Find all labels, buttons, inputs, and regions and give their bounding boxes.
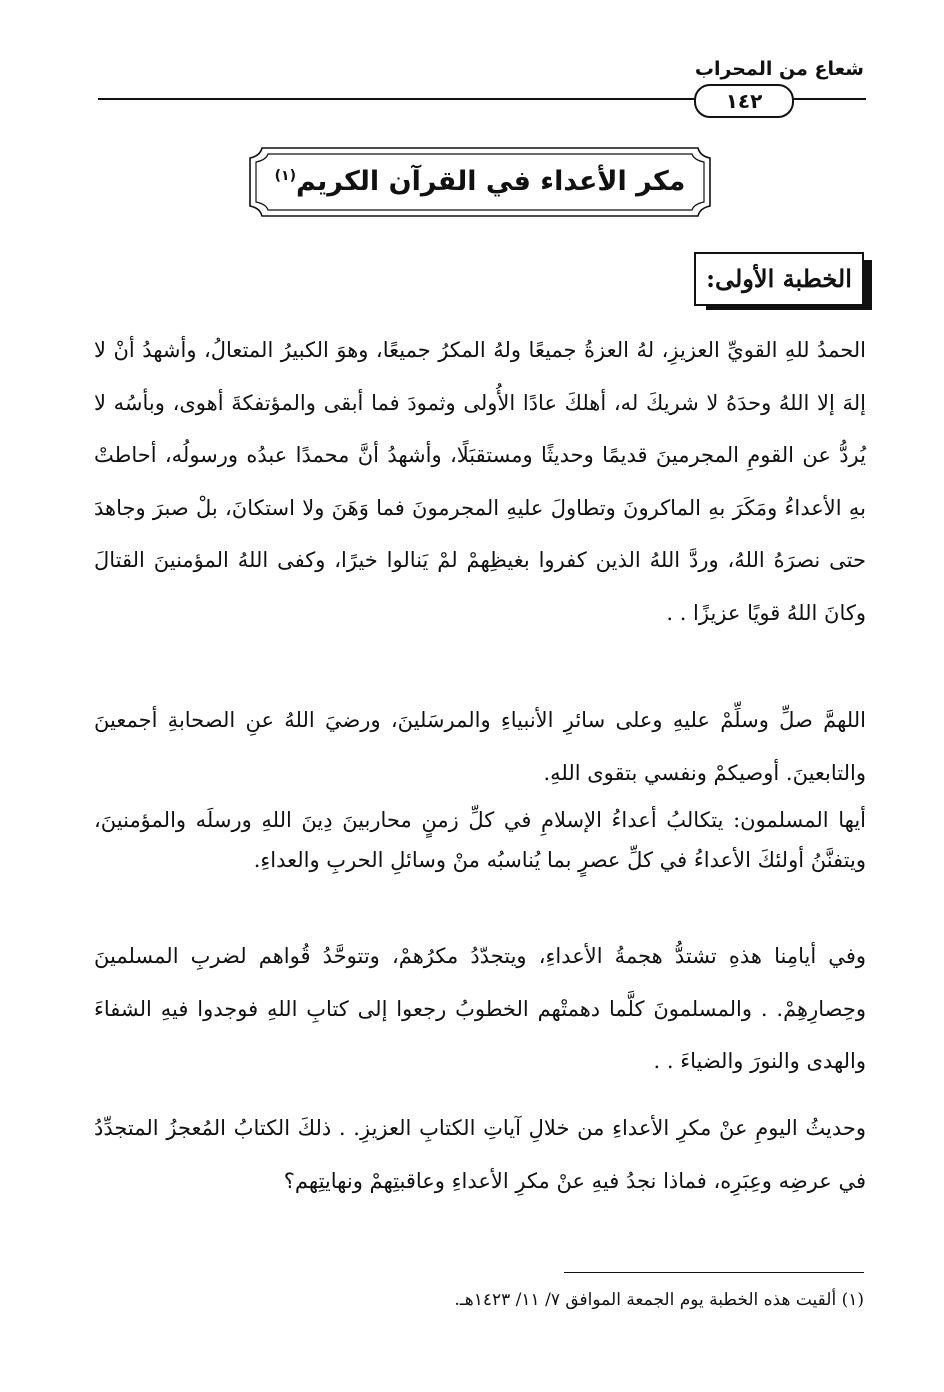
page-number: ١٤٢ <box>694 84 794 118</box>
section-label: الخطبة الأولى: <box>706 264 852 293</box>
paragraph-opening: الحمدُ للهِ القويِّ العزيزِ، لهُ العزةُ جميعًا ولهُ المكرُ جميعًا، وهوَ الكبيرُ المتعالُ، وأشهدُ أنْ لا إلهَ إلا اللهُ وحدَهُ لا شريكَ له، أهلكَ عادًا الأُولى وثمودَ فما أبقى والمؤتفكةَ أهوى، وبأسُه لا يُردُّ عن القومِ المجرمينَ قديمًا وحديثًا ومستقبَلًا، وأشهدُ أنَّ محمدًا عبدُه ورسولُه، أحاطتْ بهِ الأعداءُ ومَكَرَ بهِ الماكرونَ وتطاولَ عليهِ المجرمونَ فما وَهَنَ ولا استكانَ، بلْ صبرَ وجاهدَ حتى نصرَهُ اللهُ، وردَّ اللهُ الذين كفروا بغيظِهمْ لمْ يَنالوا خيرًا، وكفى اللهُ المؤمنينَ القتالَ وكانَ اللهُ قويًا عزيزًا . . <box>94 338 866 625</box>
footnote-rule <box>564 1272 864 1273</box>
running-header: شعاع من المحراب <box>694 58 864 80</box>
paragraph-salutation: اللهمَّ صلِّ وسلِّمْ عليهِ وعلى سائرِ الأنبياءِ والمرسَلينَ، ورضيَ اللهُ عنِ الصحابةِ أجمعينَ والتابعينَ. أوصيكمْ ونفسي بتقوى اللهِ. <box>94 708 866 785</box>
paragraph-current-days: وفي أيامِنا هذهِ تشتدُّ هجمةُ الأعداءِ، ويتجدّدُ مكرُهمْ، وتتوحَّدُ قُواهم لضربِ المسلمينَ وحِصارِهِمْ. . والمسلمونَ كلَّما دهمتْهم الخطوبُ رجعوا إلى كتابِ اللهِ فوجدوا فيهِ الشفاءَ والهدى والنورَ والضياءَ . . <box>94 944 866 1073</box>
title-footnote-marker: (١) <box>274 168 296 184</box>
paragraph-address: أيها المسلمون: يتكالبُ أعداءُ الإسلامِ في كلِّ زمنٍ محاربينَ دِينَ اللهِ ورسلَه والمؤمنينَ، ويتفنَّنُ أولئكَ الأعداءُ في كلِّ عصرٍ بما يُناسبُه منْ وسائلِ الحربِ والعداءِ. <box>94 808 866 872</box>
paragraph-topic: وحديثُ اليومِ عنْ مكرِ الأعداءِ من خلالِ آياتِ الكتابِ العزيزِ. . ذلكَ الكتابُ المُعجزُ المتجدِّدُ في عرضِه وعِبَرِه، فماذا نجدُ فيهِ عنْ مكرِ الأعداءِ وعاقبتِهمْ ونهايتِهم؟ <box>94 1116 866 1193</box>
chapter-title-text: مكر الأعداء في القرآن الكريم <box>295 166 686 197</box>
header-rule-right <box>786 98 866 100</box>
title-frame <box>248 146 712 218</box>
header-rule-left <box>98 98 698 100</box>
footnote: (١) ألقيت هذه الخطبة يوم الجمعة الموافق ٧/ ١١/ ١٤٢٣هـ. <box>454 1290 864 1310</box>
chapter-title <box>248 146 712 218</box>
